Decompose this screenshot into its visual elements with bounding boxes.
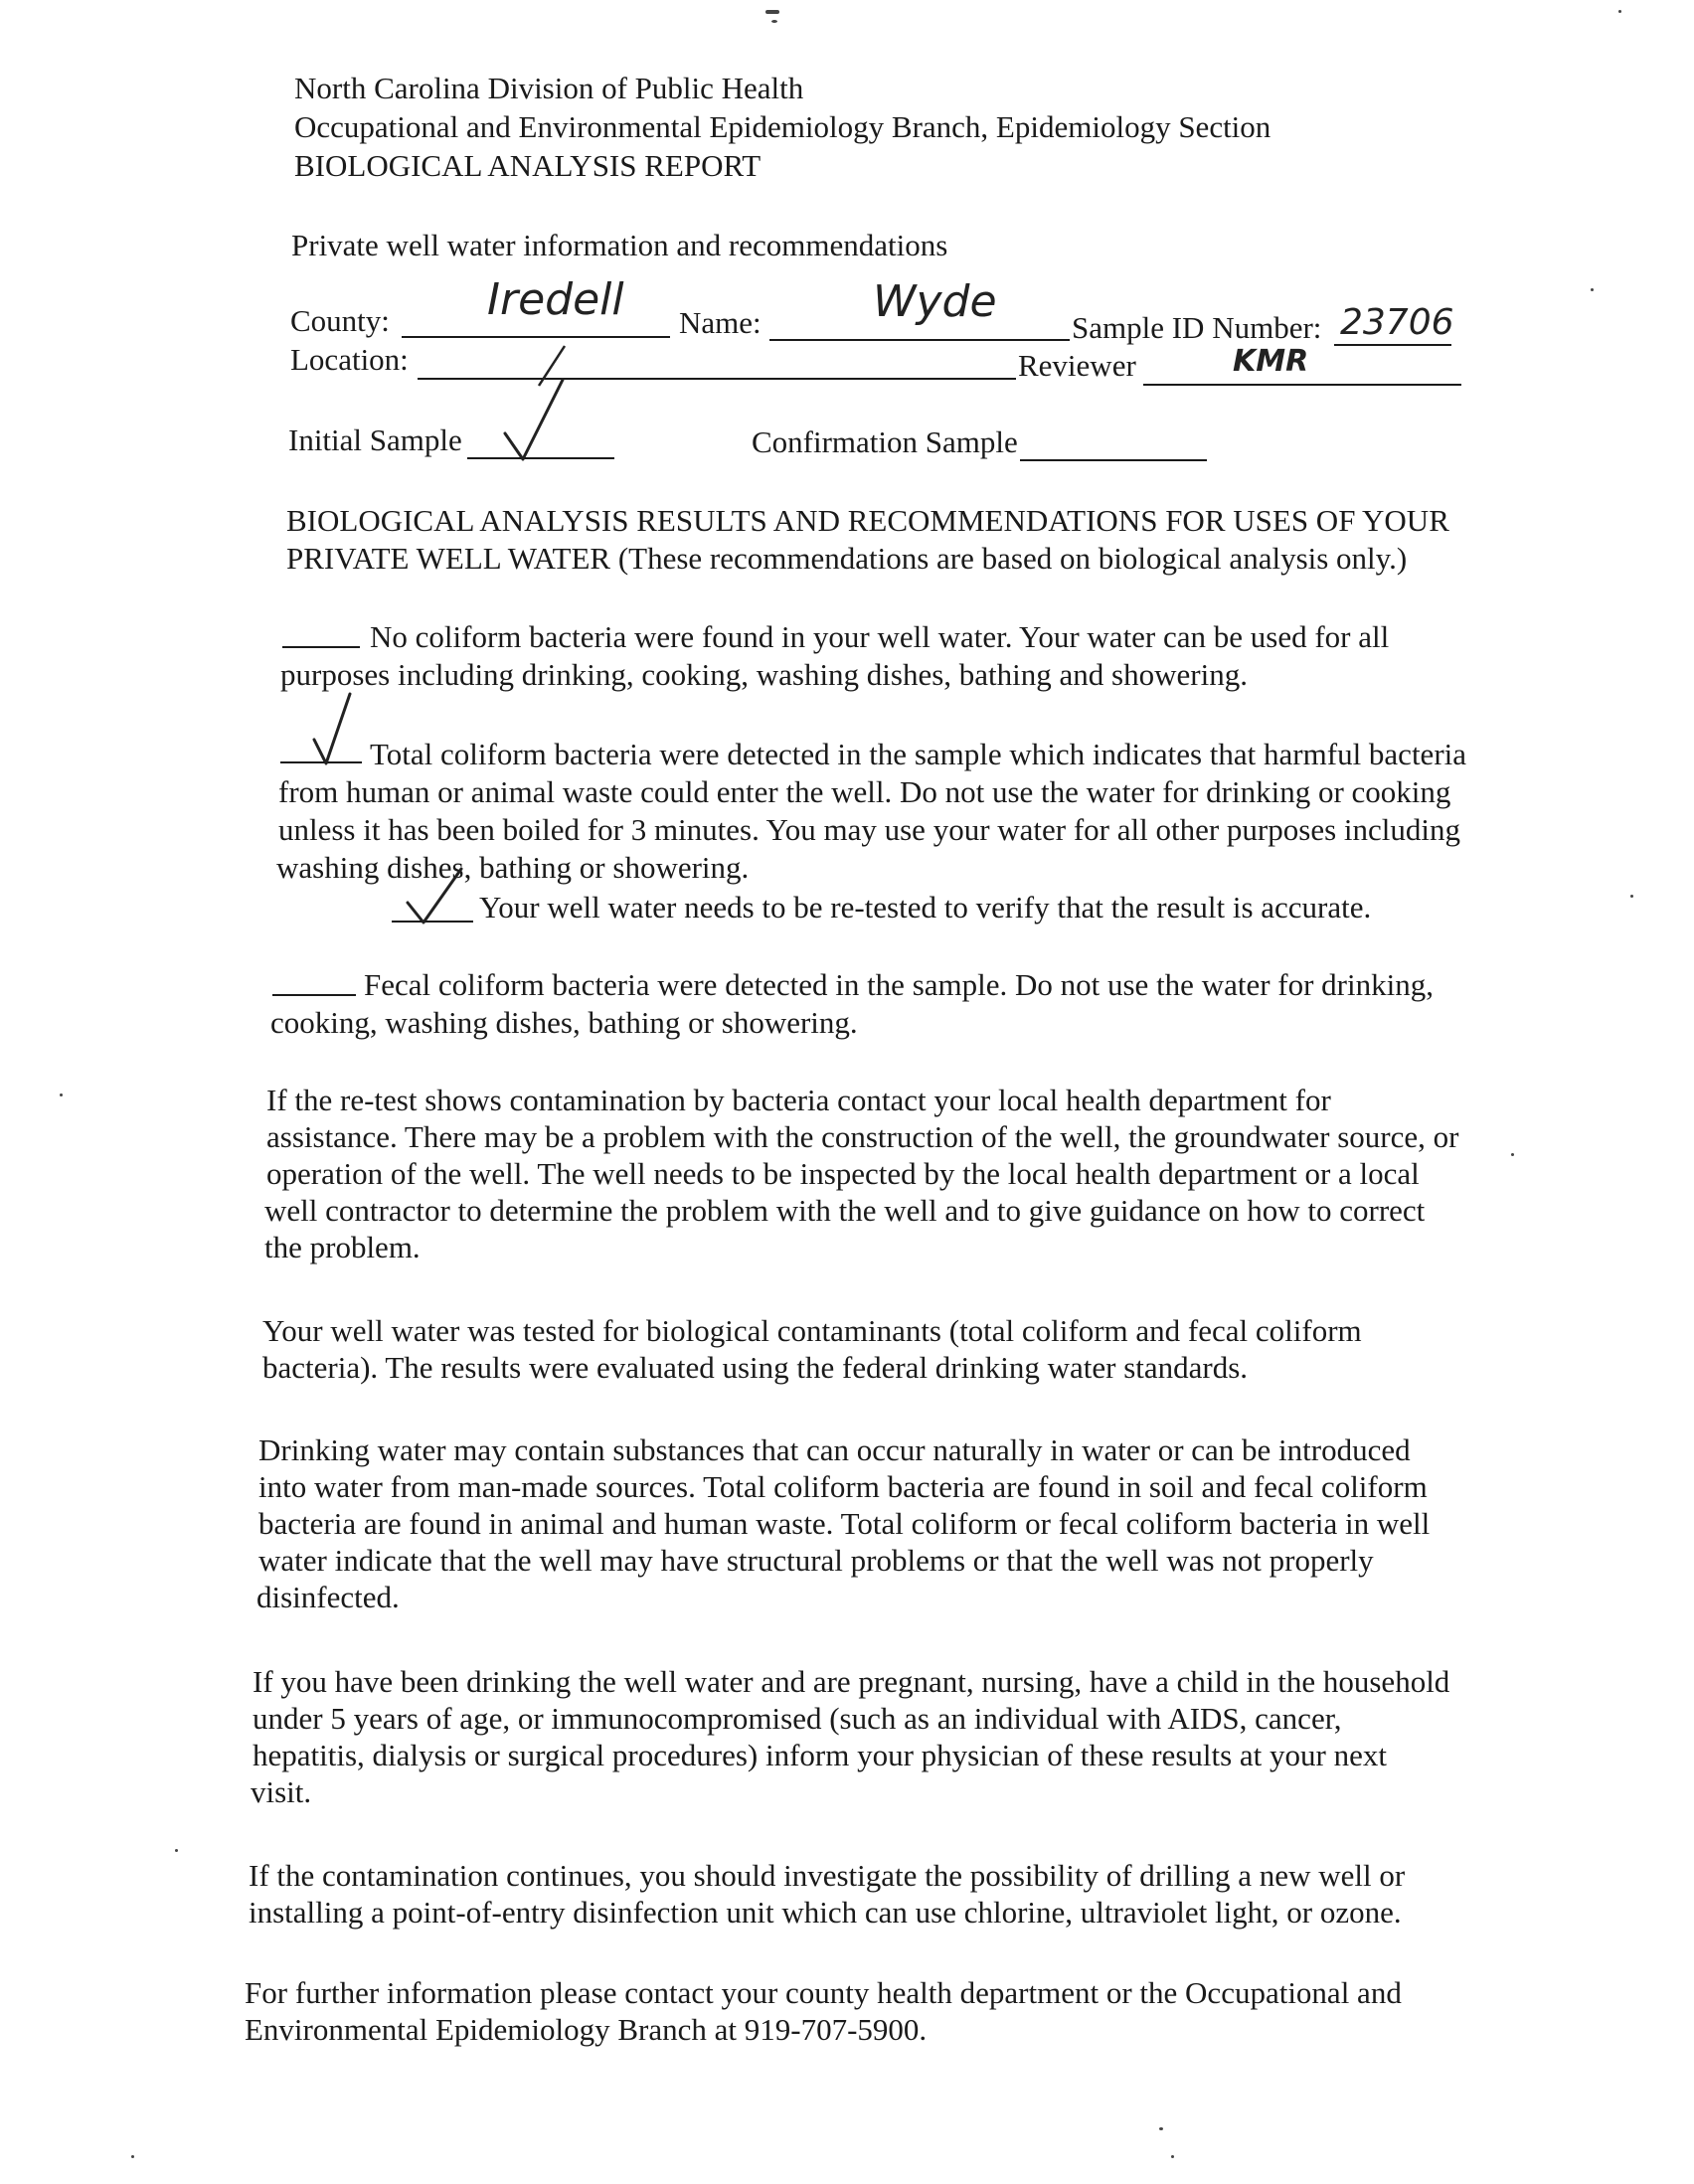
scan-speck (1618, 10, 1621, 13)
confirmation-sample-label: Confirmation Sample (752, 424, 1018, 459)
county-label: County: (290, 303, 390, 338)
scan-speck (1511, 1153, 1514, 1156)
option-no-coliform-line-1: No coliform bacteria were found in your well water. Your water can be used for all (370, 619, 1390, 654)
substances-paragraph-line-4: water indicate that the well may have structural problems or that the well was not properly (258, 1543, 1374, 1578)
initial-sample-label: Initial Sample (288, 422, 462, 457)
results-heading-line-1: BIOLOGICAL ANALYSIS RESULTS AND RECOMMENDATIONS FOR USES OF YOUR (286, 503, 1449, 538)
tested-paragraph-line-1: Your well water was tested for biological contaminants (total coliform and fecal coliform (262, 1313, 1362, 1348)
option-no-coliform-line-2: purposes including drinking, cooking, washing dishes, bathing and showering. (280, 657, 1248, 692)
substances-paragraph-line-5: disinfected. (256, 1580, 400, 1614)
option-total-coliform-line-1: Total coliform bacteria were detected in the sample which indicates that harmful bacteria (370, 737, 1467, 771)
retest-paragraph-line-4: well contractor to determine the problem with the well and to give guidance on how to correct (264, 1193, 1426, 1228)
reviewer-value: KMR (1233, 344, 1309, 379)
header-line-1: North Carolina Division of Public Health (294, 71, 804, 105)
option-total-coliform-line-4: washing dishes, bathing or showering. (276, 850, 750, 885)
contact-paragraph-line-1: For further information please contact your county health department or the Occupational and (245, 1975, 1402, 2010)
health-paragraph-line-3: hepatitis, dialysis or surgical procedures) inform your physician of these results at your next (253, 1738, 1387, 1772)
county-line (402, 336, 670, 338)
scan-speck (1159, 2127, 1163, 2130)
substances-paragraph-line-3: bacteria are found in animal and human waste. Total coliform or fecal coliform bacteria in well (258, 1506, 1431, 1541)
option-total-coliform-line-3: unless it has been boiled for 3 minutes. You may use your water for all other purposes including (278, 812, 1460, 847)
substances-paragraph-line-2: into water from man-made sources. Total coliform bacteria are found in soil and fecal coliform (258, 1469, 1428, 1504)
substances-paragraph-line-1: Drinking water may contain substances that can occur naturally in water or can be introduced (258, 1432, 1411, 1467)
retest-paragraph-line-3: operation of the well. The well needs to be inspected by the local health department or a local (266, 1156, 1420, 1191)
option-fecal-coliform-line-2: cooking, washing dishes, bathing or showering. (270, 1005, 858, 1040)
sample-id-line (1334, 344, 1451, 346)
scan-speck (771, 20, 777, 23)
name-line (769, 339, 1070, 341)
option-total-coliform-line-2: from human or animal waste could enter the well. Do not use the water for drinking or cooking (278, 774, 1451, 809)
intro-text: Private well water information and recommendations (291, 228, 948, 262)
sample-id-value: 23706 (1340, 302, 1454, 343)
header-line-2: Occupational and Environmental Epidemiology Branch, Epidemiology Section (294, 109, 1271, 144)
contact-paragraph-line-2: Environmental Epidemiology Branch at 919-707-5900. (245, 2012, 928, 2047)
continues-paragraph-line-1: If the contamination continues, you should investigate the possibility of drilling a new well or (249, 1858, 1406, 1893)
option-fecal-coliform-blank (272, 994, 356, 996)
health-paragraph-line-2: under 5 years of age, or immunocompromised (such as an individual with AIDS, cancer, (253, 1701, 1342, 1736)
scan-speck (1591, 288, 1594, 291)
sample-id-label: Sample ID Number: (1072, 310, 1322, 345)
location-label: Location: (290, 342, 409, 377)
name-value: Wyde (873, 276, 997, 327)
scan-speck (131, 2155, 134, 2158)
continues-paragraph-line-2: installing a point-of-entry disinfection unit which can use chlorine, ultraviolet light, or ozone. (249, 1895, 1402, 1930)
initial-sample-check-icon (497, 376, 577, 465)
option-fecal-coliform-line-1: Fecal coliform bacteria were detected in the sample. Do not use the water for drinking, (364, 967, 1434, 1002)
confirmation-sample-line (1020, 459, 1207, 461)
option-retest-text: Your well water needs to be re-tested to verify that the result is accurate. (479, 890, 1372, 924)
retest-paragraph-line-1: If the re-test shows contamination by bacteria contact your local health department for (266, 1083, 1331, 1117)
scan-speck (60, 1093, 63, 1096)
scan-speck (1171, 2155, 1174, 2158)
tested-paragraph-line-2: bacteria). The results were evaluated using the federal drinking water standards. (262, 1350, 1249, 1385)
scan-speck (175, 1849, 178, 1852)
scan-speck (765, 10, 779, 14)
option-total-coliform-check-icon (308, 688, 378, 771)
option-no-coliform-blank (282, 646, 360, 648)
retest-paragraph-line-5: the problem. (264, 1230, 421, 1264)
report-title: BIOLOGICAL ANALYSIS REPORT (294, 148, 762, 183)
name-label: Name: (679, 305, 762, 340)
health-paragraph-line-1: If you have been drinking the well water and are pregnant, nursing, have a child in the household (253, 1664, 1450, 1699)
health-paragraph-line-4: visit. (251, 1774, 312, 1809)
reviewer-line (1143, 384, 1461, 386)
results-heading-line-2: PRIVATE WELL WATER (These recommendations are based on biological analysis only.) (286, 541, 1408, 576)
reviewer-label: Reviewer (1018, 348, 1136, 383)
retest-paragraph-line-2: assistance. There may be a problem with the construction of the well, the groundwater source, or (266, 1119, 1459, 1154)
county-value: Iredell (487, 274, 624, 325)
option-retest-check-icon (402, 865, 467, 928)
scan-speck (1630, 895, 1633, 898)
